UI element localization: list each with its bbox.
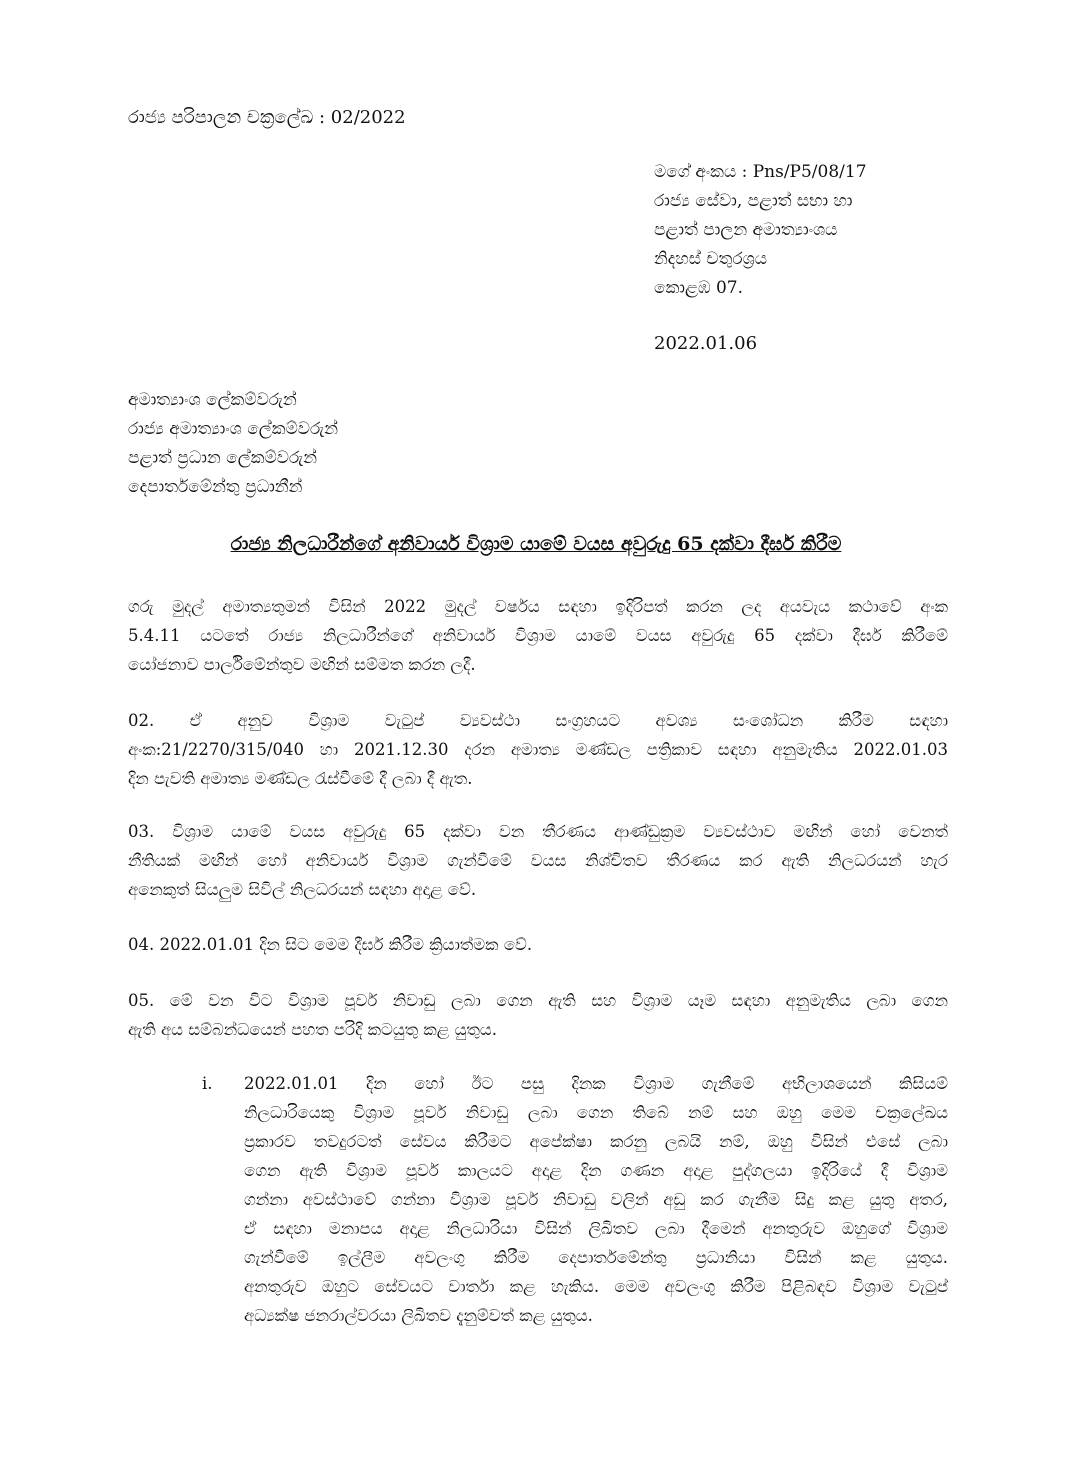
paragraph-4 bbox=[128, 930, 948, 959]
list-item-line: අධ්‍යක්ෂ ජනරාල්වරයා ලිඛිතව දැනුම්වත් කළ යුතුය. bbox=[244, 1306, 593, 1325]
sender-block bbox=[654, 158, 867, 303]
list-item-line: ඒ සඳහා මනාපය අදාළ නිලධාරියා විසින් ලිඛිතව ලබා දීමෙන් අනතුරුව ඔහුගේ විශ්‍රාම bbox=[244, 1219, 948, 1238]
list-item-line: අනතුරුව ඔහුට සේවයට වාර්තා කළ හැකිය. මෙම අවලංගු කිරීම පිළිබඳව විශ්‍රාම වැටුප් bbox=[244, 1277, 948, 1296]
recipients-block bbox=[128, 386, 338, 502]
list-item-line: 2022.01.01 දින හෝ ඊට පසු දිනක විශ්‍රාම ගැනීමේ අභිලාශයෙන් කිසියම් bbox=[244, 1074, 948, 1093]
paragraph-line: 02. ඒ අනුව විශ්‍රාම වැටුප් ව්‍යවස්ථා සංග්‍රහයට අවශ්‍ය සංශෝධන කිරීම සඳහා bbox=[128, 711, 948, 730]
paragraph-1 bbox=[128, 592, 948, 679]
reference-number: මගේ අංකය : Pns/P5/08/17 bbox=[654, 162, 867, 182]
paragraph-line: අනෙකුත් සියලුම සිවිල් නිලධරයන් සඳහා අදාළ වේ. bbox=[128, 880, 477, 899]
paragraph-5 bbox=[128, 986, 948, 1044]
paragraph-2 bbox=[128, 706, 948, 793]
recipient-line: රාජ්‍ය අමාත්‍යාංශ ලේකම්වරුන් bbox=[128, 419, 339, 439]
address-line: නිදහස් චතුරශ්‍රය bbox=[654, 249, 768, 269]
list-item-line: ගෙන ඇති විශ්‍රාම පූර්ව කාලයට අදාළ දින ගණන අදාළ පුද්ගලයා ඉදිරියේ දී විශ්‍රාම bbox=[244, 1161, 948, 1180]
paragraph-3 bbox=[128, 817, 948, 904]
circular-number: රාජ්‍ය පරිපාලන චක්‍රලේඛ : 02/2022 bbox=[128, 107, 406, 128]
list-item-number: i. bbox=[202, 1074, 213, 1093]
recipient-line: පළාත් ප්‍රධාන ලේකම්වරුන් bbox=[128, 448, 318, 468]
list-item-line: ගැන්වීමේ ඉල්ලීම අවලංගු කිරීම දෙපාර්තමේන්තු ප්‍රධානියා විසින් කළ යුතුය. bbox=[244, 1248, 948, 1267]
paragraph-line: දින පැවති අමාත්‍ය මණ්ඩල රැස්වීමේ දී ලබා දී ඇත. bbox=[128, 769, 473, 788]
paragraph-line: 5.4.11 යටතේ රාජ්‍ය නිලධාරීන්ගේ අනිවාර්ය විශ්‍රාම යාමේ වයස අවුරුදු 65 දක්වා දීර්ඝ කිරීමේ bbox=[128, 626, 948, 645]
paragraph-line: ගරු මුදල් අමාත්‍යතුමන් විසින් 2022 මුදල් වර්ෂය සඳහා ඉදිරිපත් කරන ලද අයවැය කථාවේ අංක bbox=[128, 597, 948, 616]
recipient-line: අමාත්‍යාංශ ලේකම්වරුන් bbox=[128, 390, 297, 410]
address-line: පළාත් පාලන අමාත්‍යාංශය bbox=[654, 220, 838, 240]
paragraph-line: ඇති අය සම්බන්ධයෙන් පහත පරිදි කටයුතු කළ යුතුය. bbox=[128, 1020, 498, 1039]
list-item-line: ප්‍රකාරව තවදුරටත් සේවය කිරීමට අපේක්ෂා කරනු ලබයි නම්, ඔහු විසින් එසේ ලබා bbox=[244, 1132, 948, 1151]
document-title: රාජ්‍ය නිලධාරීන්ගේ අනිවාර්ය විශ්‍රාම යාමේ වයස අවුරුදු 65 දක්වා දීර්ඝ කිරීම bbox=[230, 533, 842, 555]
recipient-line: දෙපාර්තමේන්තු ප්‍රධානීන් bbox=[128, 477, 303, 497]
list-item-body bbox=[244, 1069, 948, 1330]
letter-date: 2022.01.06 bbox=[654, 333, 758, 354]
paragraph-line: 04. 2022.01.01 දින සිට මෙම දීර්ඝ කිරීම ක්‍රියාත්මක වේ. bbox=[128, 935, 533, 954]
paragraph-line: යෝජනාව පාර්ලිමේන්තුව මඟින් සම්මත කරන ලදී. bbox=[128, 655, 476, 674]
address-line: රාජ්‍ය සේවා, පළාත් සභා හා bbox=[654, 191, 853, 211]
paragraph-line: 03. විශ්‍රාම යාමේ වයස අවුරුදු 65 දක්වා වන තීරණය ආණ්ඩුක්‍රම ව්‍යවස්ථාව මඟින් හෝ වෙනත් bbox=[128, 822, 948, 841]
list-item-line: ගන්නා අවස්ථාවේ ගන්නා විශ්‍රාම පූර්ව නිවාඩු වලින් අඩු කර ගැනීම සිදු කළ යුතු අතර, bbox=[244, 1190, 948, 1209]
paragraph-line: නීතියක් මඟින් හෝ අනිවාර්ය විශ්‍රාම ගැන්වීමේ වයස නිශ්චිතව තීරණය කර ඇති නිලධරයන් හැර bbox=[128, 851, 948, 870]
paragraph-line: අංක:21/2270/315/040 හා 2021.12.30 දරන අමාත්‍ය මණ්ඩල පත්‍රිකාව සඳහා අනුමැතිය 2022.01.03 bbox=[128, 740, 948, 759]
address-line: කොළඹ 07. bbox=[654, 278, 743, 298]
list-item-line: නිලධාරියෙකු විශ්‍රාම පූර්ව නිවාඩු ලබා ගෙන තිබේ නම් සහ ඔහු මෙම චක්‍රලේඛය bbox=[244, 1103, 948, 1122]
paragraph-line: 05. මේ වන විට විශ්‍රාම පූර්ව නිවාඩු ලබා ගෙන ඇති සහ විශ්‍රාම යෑම සඳහා අනුමැතිය ලබා ගෙන bbox=[128, 991, 948, 1010]
